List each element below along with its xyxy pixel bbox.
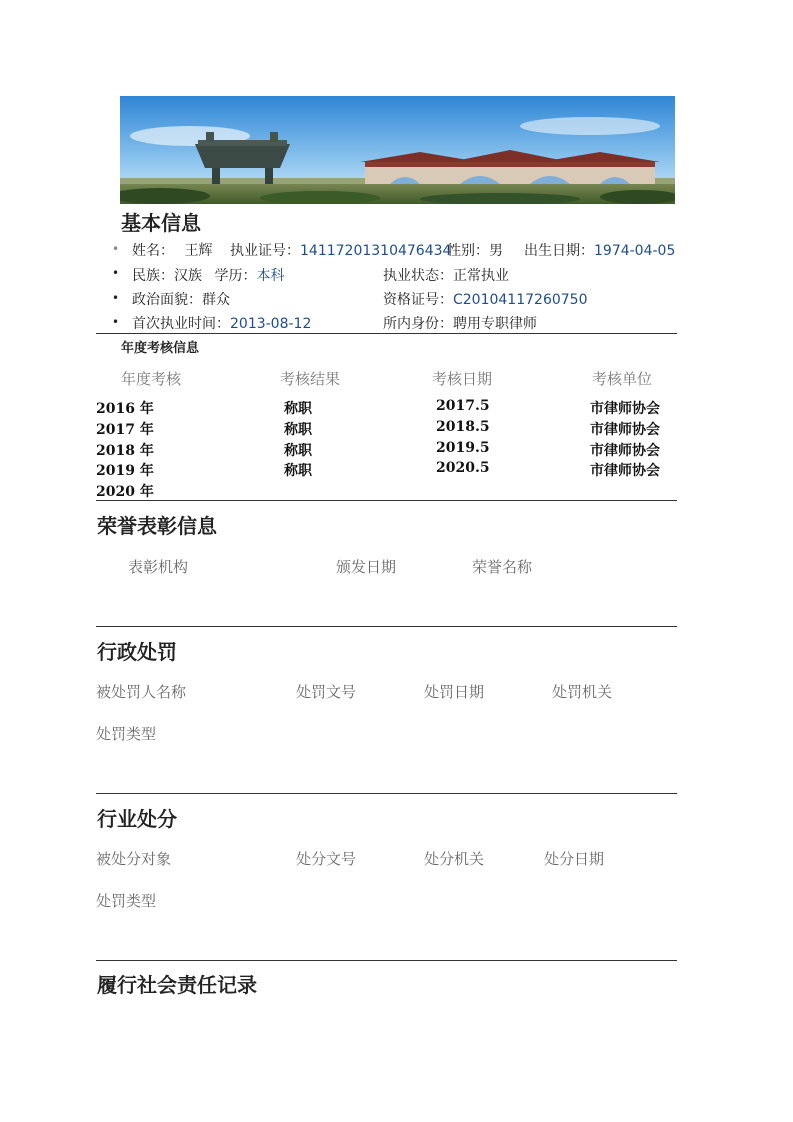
license-field: [230, 240, 451, 260]
table-row-unit: 市律师协会: [590, 463, 660, 479]
bullet: •: [112, 266, 120, 280]
first-practice-label: 首次执业时间：: [132, 316, 230, 332]
identity-label: 所内身份：: [383, 316, 453, 332]
annual-col-unit: 考核单位: [592, 370, 653, 388]
table-row-year: 2019 年: [96, 463, 154, 479]
table-row-year: 2020 年: [96, 484, 154, 500]
annual-col-result: 考核结果: [280, 370, 341, 388]
edu-label: 学历：: [214, 268, 257, 284]
ethnic-field: [132, 265, 284, 285]
table-row-date: 2020.5: [436, 460, 490, 476]
bullet: •: [112, 315, 120, 329]
divider: [96, 500, 677, 501]
table-row-unit: 市律师协会: [590, 401, 660, 417]
politics-field: [132, 289, 230, 309]
edu-value: 本科: [256, 268, 285, 284]
basic-info-heading: 基本信息: [121, 211, 201, 235]
table-row-date: 2017.5: [436, 398, 490, 414]
divider: [96, 960, 677, 961]
honor-col-org: 表彰机构: [128, 558, 189, 576]
admin-col-date: 处罚日期: [424, 683, 485, 701]
name-label: 姓名：: [132, 243, 174, 259]
birth-label: 出生日期：: [524, 243, 594, 259]
status-label: 执业状态：: [383, 268, 453, 284]
license-value: 14117201310476434: [300, 243, 452, 259]
ethnic-label: 民族：: [132, 268, 174, 284]
name-value: 王辉: [184, 243, 213, 259]
admin-col-type: 处罚类型: [96, 725, 157, 743]
name-field: [132, 240, 212, 260]
status-value: 正常执业: [453, 268, 509, 284]
license-label: 执业证号：: [230, 243, 300, 259]
gender-label: 性别：: [447, 243, 489, 259]
industry-col-docno: 处分文号: [296, 850, 357, 868]
table-row-result: 称职: [284, 443, 312, 459]
table-row-date: 2018.5: [436, 419, 490, 435]
first-practice-field: [132, 313, 311, 333]
divider: [96, 626, 677, 627]
ethnic-value: 汉族: [174, 268, 202, 284]
table-row-unit: 市律师协会: [590, 443, 660, 459]
first-practice-value: 2013-08-12: [230, 316, 312, 332]
industry-col-authority: 处分机关: [424, 850, 485, 868]
honor-col-name: 荣誉名称: [472, 558, 533, 576]
banner-image: [120, 96, 675, 204]
honor-heading: 荣誉表彰信息: [97, 514, 217, 538]
birth-value: 1974-04-05: [594, 243, 676, 259]
identity-value: 聘用专职律师: [453, 316, 537, 332]
gender-field: [447, 240, 503, 260]
divider: [96, 793, 677, 794]
divider: [96, 333, 677, 334]
admin-col-authority: 处罚机关: [552, 683, 613, 701]
social-responsibility-heading: 履行社会责任记录: [97, 973, 257, 997]
status-field: [383, 265, 509, 285]
admin-col-docno: 处罚文号: [296, 683, 357, 701]
honor-col-date: 颁发日期: [336, 558, 397, 576]
qual-value: C20104117260750: [453, 292, 588, 308]
qual-field: [383, 289, 587, 309]
table-row-year: 2017 年: [96, 422, 154, 438]
industry-col-date: 处分日期: [544, 850, 605, 868]
admin-col-party: 被处罚人名称: [96, 683, 187, 701]
bullet: •: [112, 242, 120, 256]
annual-col-year: 年度考核: [121, 370, 182, 388]
identity-field: [383, 313, 537, 333]
birth-field: [524, 240, 675, 260]
industry-col-type: 处罚类型: [96, 892, 157, 910]
table-row-year: 2018 年: [96, 443, 154, 459]
table-row-result: 称职: [284, 401, 312, 417]
table-row-unit: 市律师协会: [590, 422, 660, 438]
table-row-result: 称职: [284, 422, 312, 438]
bullet: •: [112, 291, 120, 305]
industry-penalty-heading: 行业处分: [97, 807, 177, 831]
politics-value: 群众: [202, 292, 230, 308]
table-row-year: 2016 年: [96, 401, 154, 417]
politics-label: 政治面貌：: [132, 292, 202, 308]
annual-review-heading: 年度考核信息: [121, 341, 200, 356]
qual-label: 资格证号：: [383, 292, 453, 308]
annual-col-date: 考核日期: [432, 370, 493, 388]
admin-penalty-heading: 行政处罚: [97, 640, 177, 664]
industry-col-target: 被处分对象: [96, 850, 172, 868]
gender-value: 男: [489, 243, 503, 259]
table-row-date: 2019.5: [436, 440, 490, 456]
table-row-result: 称职: [284, 463, 312, 479]
